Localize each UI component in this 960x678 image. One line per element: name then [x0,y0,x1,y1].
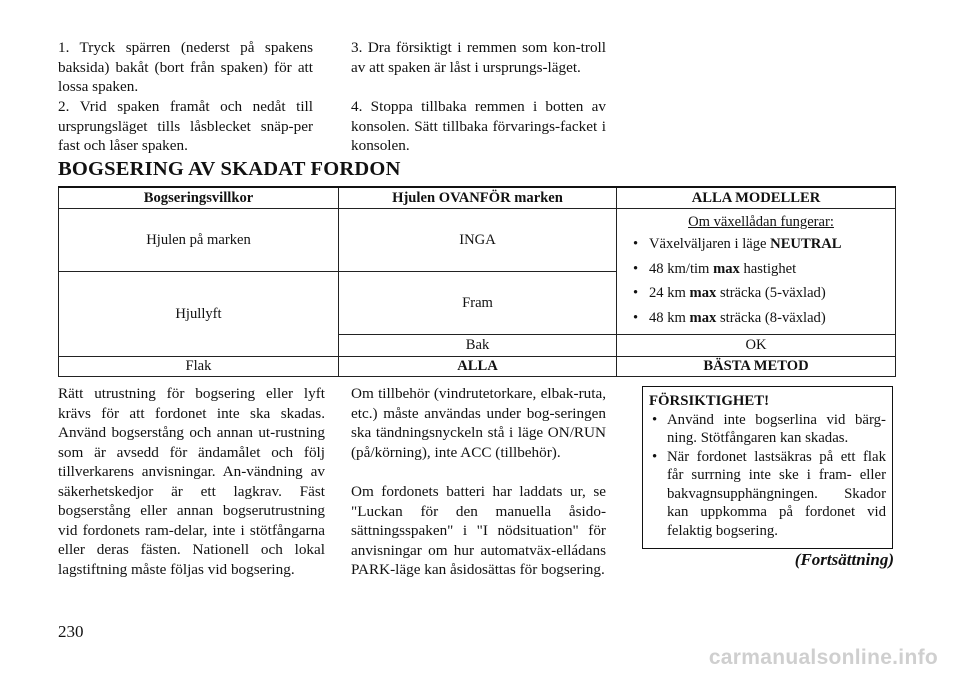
cell-condition-wheel-lift: Hjullyft [59,272,339,357]
cell-result-best: BÄSTA METOD [617,357,896,377]
note-list [631,235,891,327]
cell-wheels-rear: Bak [339,335,617,357]
step-2-text: 2. Vrid spaken framåt och nedåt till ursprungsläget tills låsblecket snäp-per fast och låser spaken. [58,98,313,154]
cell-result-ok: OK [617,335,896,357]
table-row [59,209,896,272]
towing-equipment-text: Rätt utrustning för bogsering eller lyft krävs för att fordonet inte ska skadas. Använd bogserstång och annan ut-rustning som är avsedd för ändamålet och följ tillverkarens anvisningar. An-vändning av säkerhetskedjor är ett lagkrav. Fäst bogserstång eller annan bogserutrustning vid fordonets ram-delar, inte i stötfångarna eller deras fästen. Nationell och lokal lagstiftning måste följas vid bogsering. [58,385,325,578]
table-header-row [59,187,896,209]
battery-text: Om fordonets batteri har laddats ur, se "Luckan för den manuella åsido-sättningsspaken" i "I nödsituation" för anvisningar om hur automatväx-elládans PARK-läge kan åsidosättas för bogsering. [351,483,606,578]
list-item: • Växelväljaren i läge NEUTRAL [631,235,891,254]
cell-wheels-none: INGA [339,209,617,272]
cell-condition-flatbed: Flak [59,357,339,377]
continued-label: (Fortsättning) [794,550,894,569]
section-title: BOGSERING AV SKADAT FORDON [58,158,401,180]
table-row [59,357,896,377]
towing-table [58,186,896,377]
page-number: 230 [58,622,84,641]
header-conditions: Bogseringsvillkor [59,187,339,209]
list-item: • När fordonet lastsäkras på ett flak får surrning inte ske i fram- eller bakvagnsupphängningen. Skador kan uppkomma på fordonet vid felaktig bogsering. [649,448,886,541]
list-item: • Använd inte bogserlina vid bärg-ning. Stötfångaren kan skadas. [649,411,886,448]
step-1-text: 1. Tryck spärren (nederst på spakens baksida) bakåt (bort från spaken) för att lossa spaken. [58,39,313,95]
watermark: carmanualsonline.info [708,646,938,669]
header-all-models: ALLA MODELLER [617,187,896,209]
note-title: Om växellådan fungerar: [688,214,834,230]
cell-wheels-all: ALLA [339,357,617,377]
list-item: • 48 km max sträcka (8-växlad) [631,309,891,328]
list-item: • 48 km/tim max hastighet [631,260,891,279]
list-item: • 24 km max sträcka (5-växlad) [631,284,891,303]
cell-wheels-front: Fram [339,272,617,335]
cell-condition-flat: Hjulen på marken [59,209,339,272]
step-4-text: 4. Stoppa tillbaka remmen i botten av konsolen. Sätt tillbaka förvarings-facket i konsolen. [351,98,606,154]
accessory-text: Om tillbehör (vindrutetorkare, elbak-ruta, etc.) måste användas under bog-seringen ska tändningsnyckeln stå i läge ON/RUN (på/körning), inte ACC (tillbehör). [351,385,606,461]
caution-box [642,386,893,549]
header-wheels-raised: Hjulen OVANFÖR marken [339,187,617,209]
step-3-text: 3. Dra försiktigt i remmen som kon-troll av att spaken är låst i ursprungs-läget. [351,39,606,76]
caution-title: FÖRSIKTIGHET! [649,393,770,409]
caution-list [649,411,886,541]
cell-transmission-note [617,209,896,335]
